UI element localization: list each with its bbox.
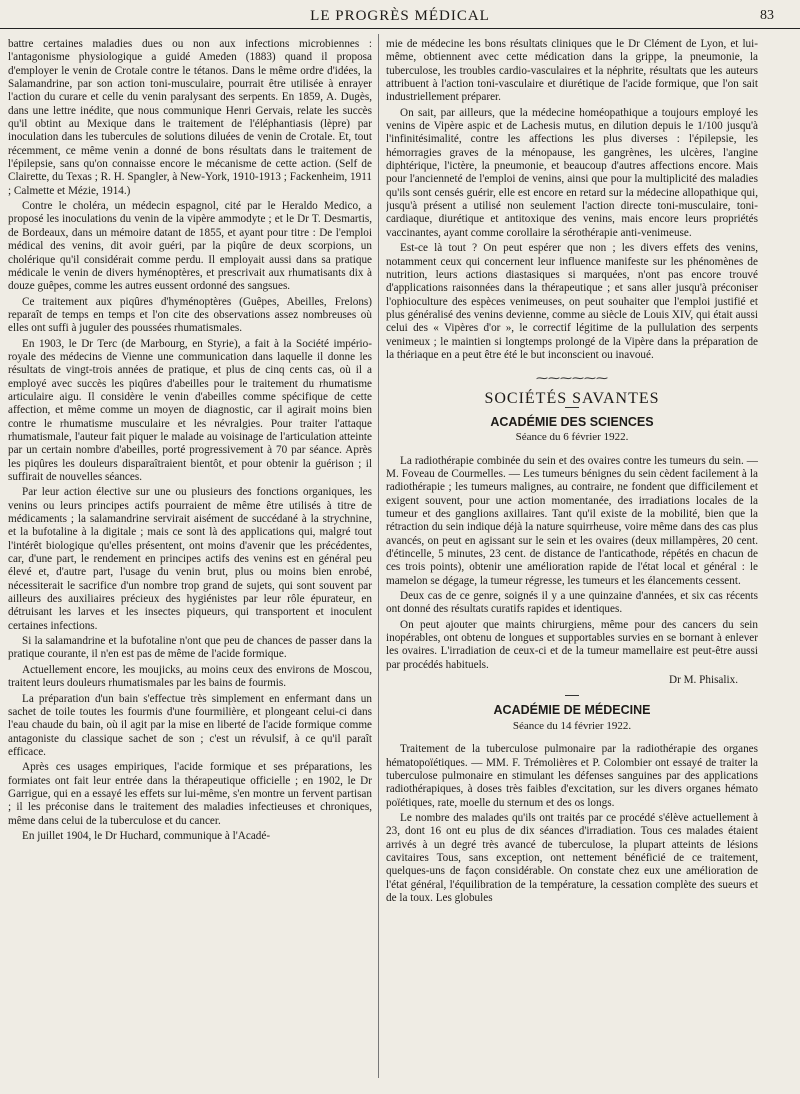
paragraph: Contre le choléra, un médecin espagnol, cité par le Heraldo Medico, a proposé les inoculations du venin de la vipère ammodyte ; et le Dr T. Desmartis, de Bordeaux, dans un mémoire datant de 1855, et ayant pour titre : De l'emploi médical des venins, dit avoir guéri, par la piqûre de deux scorpions, un cholérique qu'il considérait comme perdu. Il employait aussi dans sa pratique médicale le venin de divers hyménoptères, et prescrivait aux rhumatisants dix à douze guêpes, comme les autres eussent ordonné des sangsues. xyxy=(8,200,372,293)
session-date: Séance du 14 février 1922. xyxy=(512,719,632,732)
paragraph: Après ces usages empiriques, l'acide formique et ses préparations, les formiates ont fait leur entrée dans la thérapeutique officielle ; en 1902, le Dr Garrigue, qui en a essayé les effets sur lui-même, s'en montre un fervent partisan ; il les préconise dans le traitement des maladies infectieuses et chroniques, même dans celui de la tuberculose et du cancer. xyxy=(8,761,372,827)
paragraph: On sait, par ailleurs, que la médecine homéopathique a toujours employé les venins de Vipère aspic et de Lachesis mutus, en dilution depuis le 1/100 jusqu'à l'infinitésimalité, contre les affections les plus diverses : l'épilepsie, les hémorragies graves de la ménopause, les gangrènes, les ulcères, l'angine diphtérique, l'ictère, la pneumonie, et beaucoup d'autres affections encore. Mais pour l'ancienneté de l'emploi de venins, ainsi que pour la multiplicité des maladies qu'ils sont censés guérir, elle est encore en retard sur la médecine allopathique qui, jusqu'à présent a utilisé non seulement l'action directe toni-musculaire, toni-cardiaque, diurétique et antitoxique des venins, mais encore leurs propriétés vaccinantes, ayant comme corollaire la sérothérapie anti-venimeuse. xyxy=(386,106,758,239)
paragraph: Par leur action élective sur une ou plusieurs des fonctions organiques, les venins ou leurs principes actifs pourraient de même être utilisés à titre de médicaments ; la salamandrine servirait aisément de succédané à la strychnine, et la bufotaline à la digitale ; mais ce sont là des applications qui, malgré tout l'intérêt biologique qu'elles présentent, ont moins d'avenir que les précédentes, car, d'une part, le rendement en principes actifs des venins est en général peu élevé et, d'autre part, l'usage du venin brut, plus ou moins bien enrobé, nécessiterait le sacrifice d'un nombre trop grand de sujets, qui sont souvent par ailleurs des auxiliaires précieux des hygiénistes par leur rôle épurateur, en détruisant les larves et les insectes piqueurs, qui transportent et inoculent certaines infections. xyxy=(8,486,372,632)
paragraph: Ce traitement aux piqûres d'hyménoptères (Guêpes, Abeilles, Frelons) reparaît de temps en temps et l'on cite des observations assez nombreuses où elles ont suffi à juguler des poussées rhumatismales. xyxy=(8,295,372,335)
column-divider xyxy=(378,34,379,1078)
paragraph: battre certaines maladies dues ou non aux infections microbiennes : l'antagonisme physiologique a guidé Ameden (1883) quand il proposa d'employer le venin de Crotale contre le tétanos. Dans le même ordre d'idées, la Salamandrine, par son action toni-musculaire, pourrait être utilisée à enrayer l'action du curare et celle du venin paralysant des serpents. En 1859, A. Dugès, dans une lettre inédite, que nous communique Henri Gervais, relate les succès qu'il obtint au Mexique dans le traitement de l'éléphantiasis (lèpre) par inoculation dans les tubercules de solutions diluées de venin de Crotale. Et, tout récemment, ce même venin a donné de bons résultats dans le traitement de l'épilepsie, sans qu'on connaisse encore le mécanisme de cette action. (Self de Clairette, du Texas ; R. H. Spangler, à New-York, 1910-1913 ; Fackenheim, 1911 ; Calmette et Mézie, 1914.) xyxy=(8,38,372,197)
paragraph: mie de médecine les bons résultats cliniques que le Dr Clément de Lyon, et lui-même, obtiennent avec cette médication dans la grippe, la pneumonie, la tuberculose, les troubles cardio-vasculaires et la néphrite, résultats que les auteurs attribuent à l'action toni-vasculaire et diurétique de l'acide formique, que l'on sait industriellement préparer. xyxy=(386,38,758,104)
header-rule xyxy=(0,28,800,29)
academie-medecine-title: ACADÉMIE DE MÉDECINE xyxy=(493,703,651,718)
session-date: Séance du 6 février 1922. xyxy=(515,431,629,444)
paragraph: Le nombre des malades qu'ils ont traités par ce procédé s'élève actuellement à 23, dont 16 ont eu plus de dix séances d'irradiation. Tous ces malades étaient arrivés à un degré très avancé de tuberculose, la plupart atteints de lésions cavitaires Tous, sans exception, ont nettement bénéficié de ce traitement, quelques-uns de façon considérable. On constate chez eux une amélioration de l'état général, l'équilibration de la température, la cessation complète des sueurs et de la toux. Les globules xyxy=(386,811,758,904)
paragraph: Traitement de la tuberculose pulmonaire par la radiothérapie des organes hématopoïétiques. — MM. F. Trémolières et P. Colombier ont essayé de traiter la tuberculose pulmonaire en stimulant les défenses sanguines par des applications radiothérapiques, à doses très faibles d'excitation, sur les divers organes hémato poïétiques, rate, moelle du sternum et des os longs. xyxy=(386,743,758,809)
paragraph: On peut ajouter que maints chirurgiens, même pour des cancers du sein inopérables, ont obtenu de longues et supportables survies en se bornant à enlever les ovaires. L'irradiation de ceux-ci et de la tumeur mamellaire est peut-être aussi par procédés habituels. xyxy=(386,618,758,671)
paragraph: Est-ce là tout ? On peut espérer que non ; les divers effets des venins, notamment ceux qui concernent leur influence manifeste sur les phénomènes de nutrition, leurs actions diastasiques si marquées, n'ont pas encore trouvé d'applications raisonnées dans la thérapeutique ; et sans aller jusqu'à préconiser l'ophioculture des espèces venimeuses, on peut souhaiter que l'emploi justifié et plus généralisé des venins devienne, comme au siècle de Louis XIV, qui était aussi celui des « Vipères d'or », le correctif légitime de la pullulation des serpents venimeux ; le maintien si longtemps prolongé de la Vipère dans la préparation de la thériaque en a peut être été le but inconscient ou inavoué. xyxy=(386,242,758,361)
paragraph: Actuellement encore, les moujicks, au moins ceux des environs de Moscou, traitent leurs douleurs rhumatismales par les bains de fourmis. xyxy=(8,663,372,690)
journal-title: LE PROGRÈS MÉDICAL xyxy=(310,8,490,24)
paragraph: Deux cas de ce genre, soignés il y a une quinzaine d'années, et six cas récents ont donné des résultats curatifs rapides et identiques. xyxy=(386,590,758,616)
page-number: 83 xyxy=(760,8,774,23)
right-column xyxy=(386,38,758,1080)
title-rule xyxy=(565,407,579,408)
left-column xyxy=(8,38,372,1080)
academie-sciences-title: ACADÉMIE DES SCIENCES xyxy=(490,414,654,429)
paragraph: La préparation d'un bain s'effectue très simplement en enfermant dans un sachet de toile toutes les fourmis d'une fourmilière, et plongeant celui-ci dans l'eau chaude du bain, où il agit par la mise en liberté de l'acide formique comme antagoniste du classique sachet de son ; c'est un révulsif, à ce qu'il paraît efficace. xyxy=(8,692,372,758)
page-header xyxy=(20,6,780,28)
paragraph: En juillet 1904, le Dr Huchard, communique à l'Acadé- xyxy=(22,829,271,842)
paragraph: La radiothérapie combinée du sein et des ovaires contre les tumeurs du sein. — M. Foveau de Courmelles. — Les tumeurs bénignes du sein cèdent facilement à la radiothérapie ; les tumeurs malignes, au contraire, ne fondent que difficilement et exigent souvent, pour une action momentanée, des irradiations locales de la tumeur et des ganglions axillaires. Tant qu'il existe de la mobilité, bien que la rétraction du sein indique déjà la nature squirrheuse, voire même dans des cas plus avancés, on peut en agissant sur le sein et les ovaires (deux millampères, 20 cent. d'étincelle, 5 minutes, 23 cent. de distance de l'anticathode, répétés en chacun de ces trois points), obtenir une amélioration rapide de l'état local et général : le mamelon se dégage, la tumeur régresse, les tumeurs et les élancements cessent. xyxy=(386,454,758,587)
paragraph: Si la salamandrine et la bufotaline n'ont que peu de chances de passer dans la pratique courante, il n'en est pas de même de l'acide formique. xyxy=(8,635,372,661)
signature: Dr M. Phisalix. xyxy=(669,674,738,687)
section-title: SOCIÉTÉS SAVANTES xyxy=(484,389,660,407)
paragraph: En 1903, le Dr Terc (de Marbourg, en Styrie), a fait à la Société império-royale des médecins de Vienne une communication dans laquelle il donne les résultats de vingt-trois années de pratique, et plus de cinq cents cas, où il a employé avec succès les piqûres d'abeilles pour le traitement du rhumatisme articulaire aigu. Il considère le venin d'abeilles comme spécifique de cette affection, et même comme un moyen de diagnostic, car il agirait moins bien contre le rhumatisme musculaire et les névralgies. Pour traiter l'attaque rhumatismale, l'auteur fait piquer le malade au voisinage de l'articulation atteinte par un certain nombre d'abeilles, porté progressivement à 70 par séance. Après les piqûres les douleurs disparaîtraient bientôt, et pour obtenir la guérison ; il suffirait de nouvelles séances. xyxy=(8,337,372,483)
section-rule xyxy=(565,695,579,696)
ornament-divider: ⁓⁓⁓⁓⁓⁓ xyxy=(536,371,608,386)
